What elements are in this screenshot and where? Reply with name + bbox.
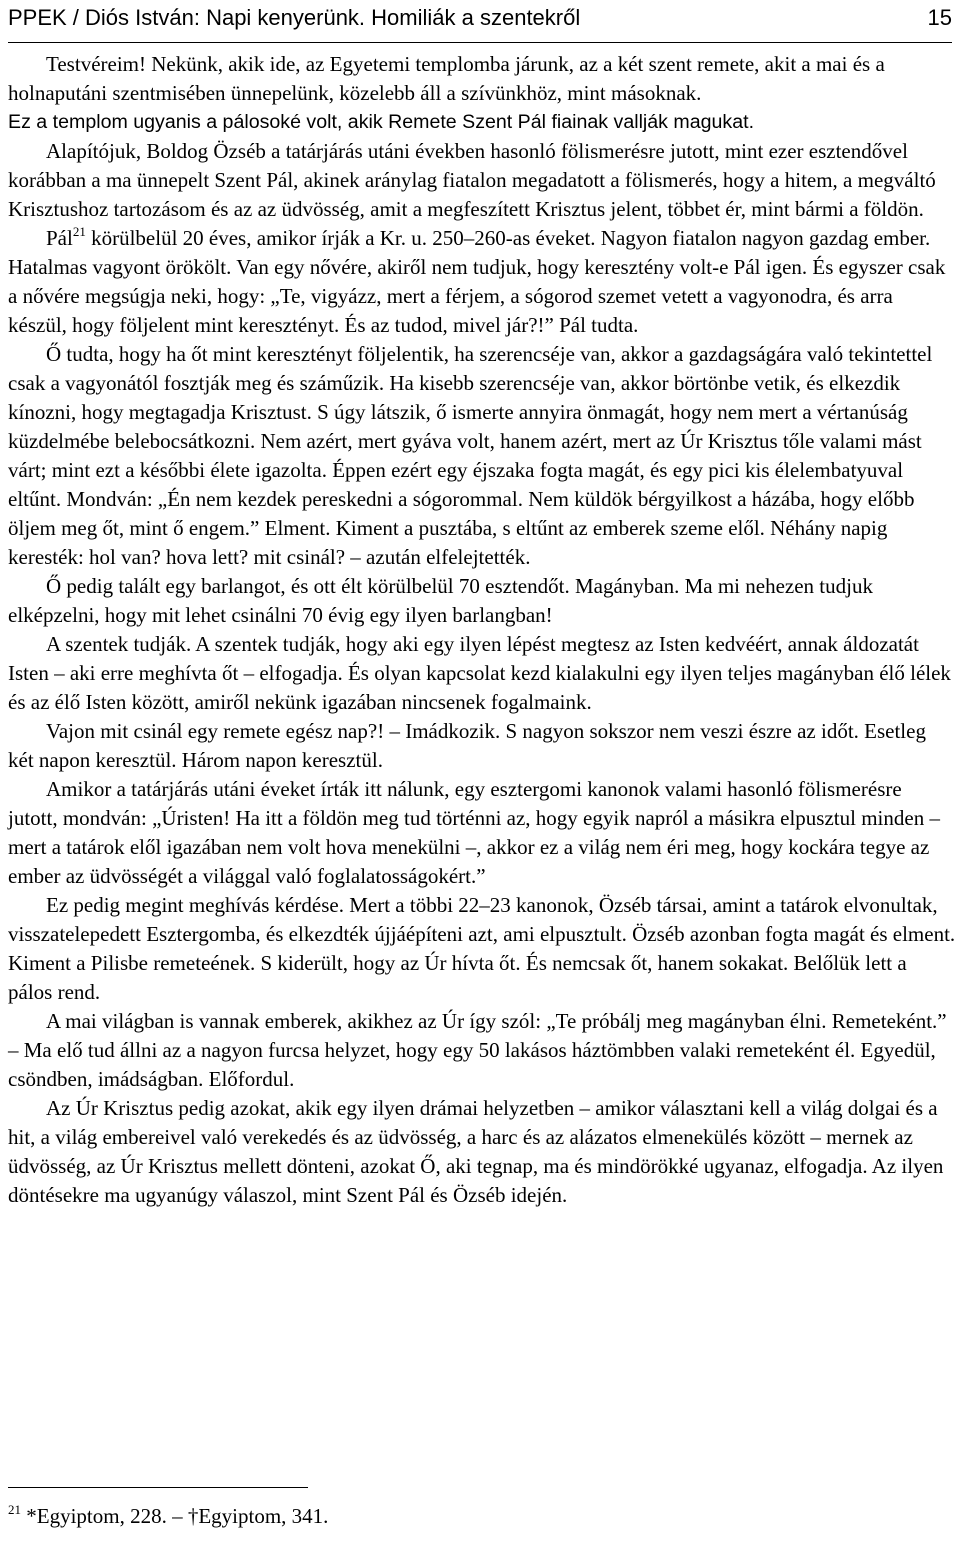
footnote-divider xyxy=(8,1487,308,1488)
page-header xyxy=(8,2,952,43)
paragraph-9: Amikor a tatárjárás utáni éveket írták itt nálunk, egy esztergomi kanonok valami hasonló fölismerésre jutott, mondván: „Úristen! Ha itt a földön meg tud történni az, hogy egyik napról a másikra elpusztul minden – mert a tatárok elől igazában nem volt hova menekülni –, akkor ez a világ nem éri meg, hogy kockára tegye az ember az üdvösségét a világgal való foglalatosságokért.” xyxy=(8,777,940,888)
paragraph-3: Alapítójuk, Boldog Özséb a tatárjárás utáni években hasonló fölismerésre jutott, mint ezer esztendővel korábban a ma ünnepelt Szent Pál, akinek aránylag fiatalon megadatott a fölismerés, hogy a hitem, a megváltó Krisztushoz tartozásom és az az üdvösség, amit a megfeszített Krisztus jelent, többet ér, mint bármi a földön. xyxy=(8,139,936,221)
paragraph-4-rest: körülbelül 20 éves, amikor írják a Kr. u. 250–260-as éveket. Nagyon fiatalon nagyon gazdag ember. Hatalmas vagyont örökölt. Van egy nővére, akiről nem tudjuk, hogy keresztény volt-e Pál igen. És egyszer csak a nővére megsúgja neki, hogy: „Te, vigyázz, mert a férjem, a sógorod szemet vetett a vagyonodra, és arra készül, hogy följelent mint keresztényt. És az tudod, mivel jár?!” Pál tudta. xyxy=(8,226,946,337)
footnote-21 xyxy=(8,1502,328,1531)
paragraph-2: Ez a templom ugyanis a pálosoké volt, akik Remete Szent Pál fiainak vallják magukat. xyxy=(8,111,755,133)
paragraph-7: A szentek tudják. A szentek tudják, hogy aki egy ilyen lépést megtesz az Isten kedvéért, annak áldozatát Isten – aki erre meghívta őt – elfogadja. És olyan kapcsolat kezd kialakulni egy ilyen teljes magányban élő lélek és az élő Isten között, amiről nekünk igazában nincsenek fogalmaink. xyxy=(8,632,951,714)
paragraph-4-start: Pál xyxy=(46,226,73,250)
paragraph-4 xyxy=(8,224,956,340)
footnote-ref-21[interactable]: 21 xyxy=(72,224,86,239)
paragraph-5: Ő tudta, hogy ha őt mint keresztényt följelentik, ha szerencséje van, akkor a gazdagságára való tekintettel csak a vagyonától fosztják meg és száműzik. Ha kisebb szerencséje van, akkor börtönbe vetik, és elkezdik kínozni, hogy megtagadja Krisztust. S úgy látszik, ő ismerte annyira önmagát, hogy nem mert a vértanúság küzdelmébe belebocsátkozni. Nem azért, mert gyáva volt, hanem azért, mert az Úr Krisztus tőle valami mást várt; mint ezt a későbbi élete igazolta. Éppen ezért egy éjszaka fogta magát, és egy pici kis élelembatyuval eltűnt. Mondván: „Én nem kezdek pereskedni a sógorommal. Nem küldök bérgyilkost a házába, hogy előbb öljem meg őt, mint ő engem.” Elment. Kiment a pusztába, s eltűnt az emberek szeme elől. Néhány napig keresték: hol van? hova lett? mit csinál? – azután elfelejtették. xyxy=(8,342,933,569)
paragraph-12: Az Úr Krisztus pedig azokat, akik egy ilyen drámai helyzetben – amikor választani kell a világ dolgai és a hit, a világ embereivel való verekedés és az üdvösség, a harc és az alázatos elmenekülés között – mernek az üdvösség, az Úr Krisztus mellett dönteni, azokat Ő, aki tegnap, ma és mindörökké ugyanaz, elfogadja. Az ilyen döntésekre ma ugyanúgy válaszol, mint Szent Pál és Özséb idején. xyxy=(8,1096,944,1207)
footnote-number: 21 xyxy=(8,1502,21,1517)
page-number: 15 xyxy=(927,5,952,30)
body-text xyxy=(8,50,956,1210)
footnote-text: *Egyiptom, 228. – †Egyiptom, 341. xyxy=(21,1504,329,1528)
paragraph-11: A mai világban is vannak emberek, akikhez az Úr így szól: „Te próbálj meg magányban élni. Remeteként.” – Ma elő tud állni az a nagyon furcsa helyzet, hogy egy 50 lakásos háztömbben valaki remeteként él. Egyedül, csöndben, imádságban. Előfordul. xyxy=(8,1009,947,1091)
paragraph-8: Vajon mit csinál egy remete egész nap?! – Imádkozik. S nagyon sokszor nem veszi észre az időt. Esetleg két napon keresztül. Három napon keresztül. xyxy=(8,719,926,772)
paragraph-1: Testvéreim! Nekünk, akik ide, az Egyetemi templomba járunk, az a két szent remete, akit a mai és a holnaputáni szentmisében ünnepelünk, közelebb áll a szívünkhöz, mint másoknak. xyxy=(8,52,885,105)
paragraph-6: Ő pedig talált egy barlangot, és ott élt körülbelül 70 esztendőt. Magányban. Ma mi nehezen tudjuk elképzelni, hogy mit lehet csinálni 70 évig egy ilyen barlangban! xyxy=(8,574,873,627)
header-title: PPEK / Diós István: Napi kenyerünk. Homiliák a szentekről xyxy=(8,5,581,30)
paragraph-10: Ez pedig megint meghívás kérdése. Mert a többi 22–23 kanonok, Özséb társai, amint a tatárok elvonultak, visszatelepedett Esztergomba, és elkezdték újjáépíteni azt, ami elpusztult. Özséb azonban fogta magát és elment. Kiment a Pilisbe remeteének. S kiderült, hogy az Úr hívta őt. És nemcsak őt, hanem sokakat. Belőlük lett a pálos rend. xyxy=(8,893,956,1004)
